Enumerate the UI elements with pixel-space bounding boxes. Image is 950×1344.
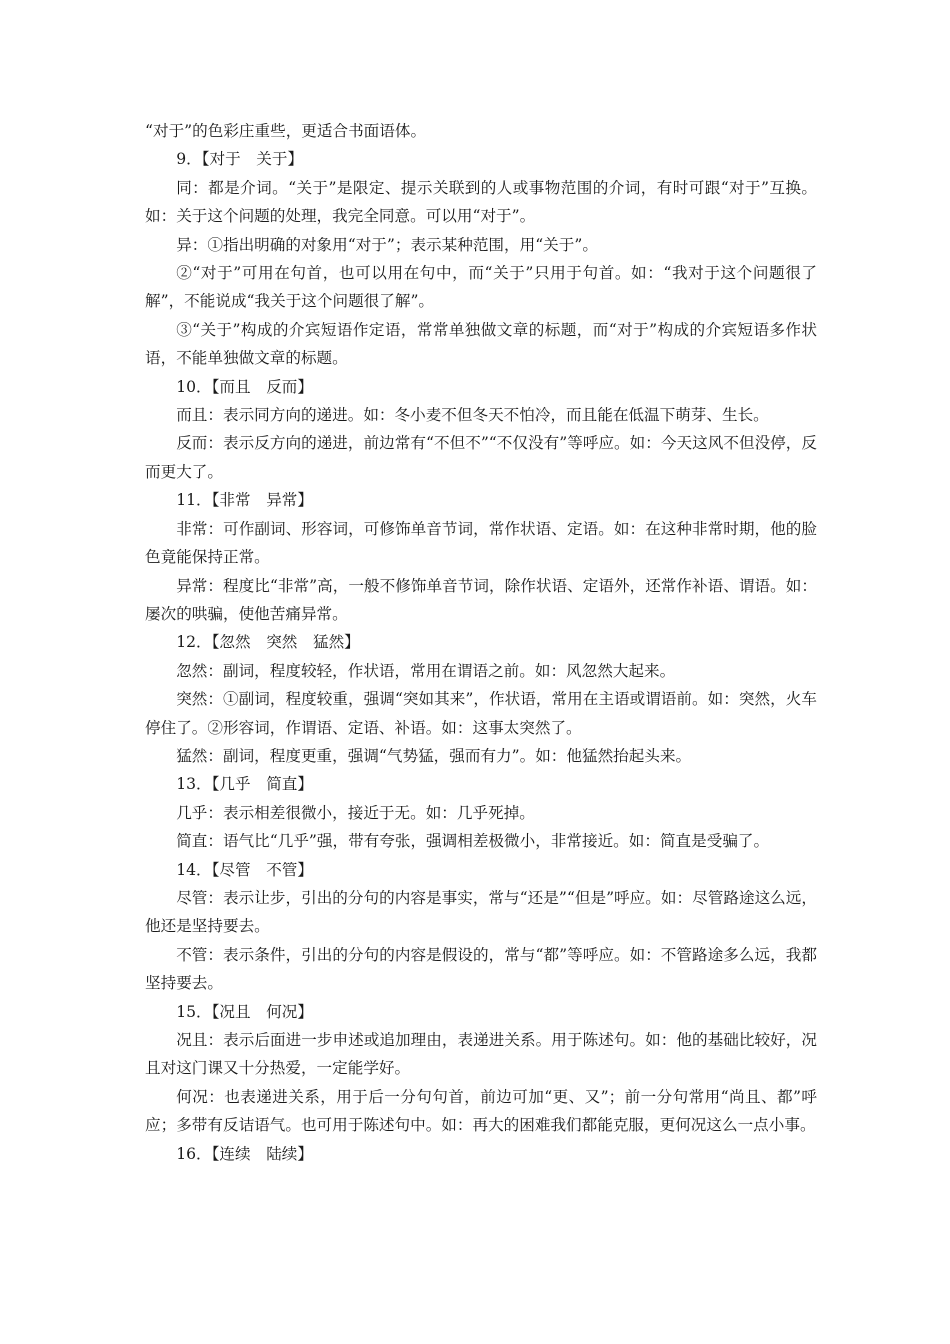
paragraph: “对于”的色彩庄重些，更适合书面语体。 [145, 122, 427, 140]
paragraph: 不管：表示条件，引出的分句的内容是假设的，常与“都”等呼应。如：不管路途多么远，我都坚持要去。 [145, 945, 817, 993]
paragraph: 何况：也表递进关系，用于后一分句句首，前边可加“更、又”；前一分句常用“尚且、都”呼应；多带有反诘语气。也可用于陈述句中。如：再大的困难我们都能克服，更何况这么一点小事。 [145, 1087, 817, 1135]
section-heading: 11．【非常 异常】 [176, 491, 313, 510]
paragraph: 突然：①副词，程度较重，强调“突如其来”，作状语，常用在主语或谓语前。如：突然，火车停住了。②形容词，作谓语、定语、补语。如：这事太突然了。 [145, 690, 817, 737]
paragraph: ②“对于”可用在句首，也可以用在句中，而“关于”只用于句首。如：“我对于这个问题很了解”，不能说成“我关于这个问题很了解”。 [145, 264, 817, 311]
paragraph: 几乎：表示相差很微小，接近于无。如：几乎死掉。 [176, 803, 535, 822]
section-heading: 16．【连续 陆续】 [176, 1144, 313, 1163]
paragraph: 反而：表示反方向的递进，前边常有“不但不”“不仅没有”等呼应。如：今天这风不但没停，反而更大了。 [145, 434, 817, 481]
paragraph: 异常：程度比“非常”高，一般不修饰单音节词，除作状语、定语外，还常作补语、谓语。如：屡次的哄骗，使他苦痛异常。 [145, 576, 817, 623]
section-heading: 15．【况且 何况】 [176, 1002, 313, 1021]
paragraph: 同：都是介词。“关于”是限定、提示关联到的人或事物范围的介词，有时可跟“对于”互换。如：关于这个问题的处理，我完全同意。可以用“对于”。 [145, 178, 817, 226]
paragraph: 猛然：副词，程度更重，强调“气势猛，强而有力”。如：他猛然抬起头来。 [176, 746, 692, 765]
section-heading: 9．【对于 关于】 [176, 150, 304, 169]
section-heading: 14．【尽管 不管】 [176, 860, 313, 879]
paragraph: 而且：表示同方向的递进。如：冬小麦不但冬天不怕冷，而且能在低温下萌芽、生长。 [176, 406, 769, 425]
section-heading: 13．【几乎 简直】 [176, 775, 313, 794]
paragraph: 简直：语气比“几乎”强，带有夸张，强调相差极微小，非常接近。如：简直是受骗了。 [176, 832, 770, 851]
document-page [145, 117, 817, 1168]
paragraph: 非常：可作副词、形容词，可修饰单音节词，常作状语、定语。如：在这种非常时期，他的脸色竟能保持正常。 [145, 519, 817, 567]
paragraph: 尽管：表示让步，引出的分句的内容是事实，常与“还是”“但是”呼应。如：尽管路途这么远，他还是坚持要去。 [145, 888, 817, 936]
section-heading: 10．【而且 反而】 [176, 377, 313, 396]
paragraph: 忽然：副词，程度较轻，作状语，常用在谓语之前。如：风忽然大起来。 [176, 661, 676, 680]
paragraph: ③“关于”构成的介宾短语作定语，常常单独做文章的标题，而“对于”构成的介宾短语多作状语，不能单独做文章的标题。 [145, 320, 817, 368]
paragraph: 异：①指出明确的对象用“对于”；表示某种范围，用“关于”。 [176, 235, 598, 254]
paragraph: 况且：表示后面进一步申述或追加理由，表递进关系。用于陈述句。如：他的基础比较好，况且对这门课又十分热爱，一定能学好。 [145, 1031, 817, 1078]
section-heading: 12．【忽然 突然 猛然】 [176, 633, 360, 652]
